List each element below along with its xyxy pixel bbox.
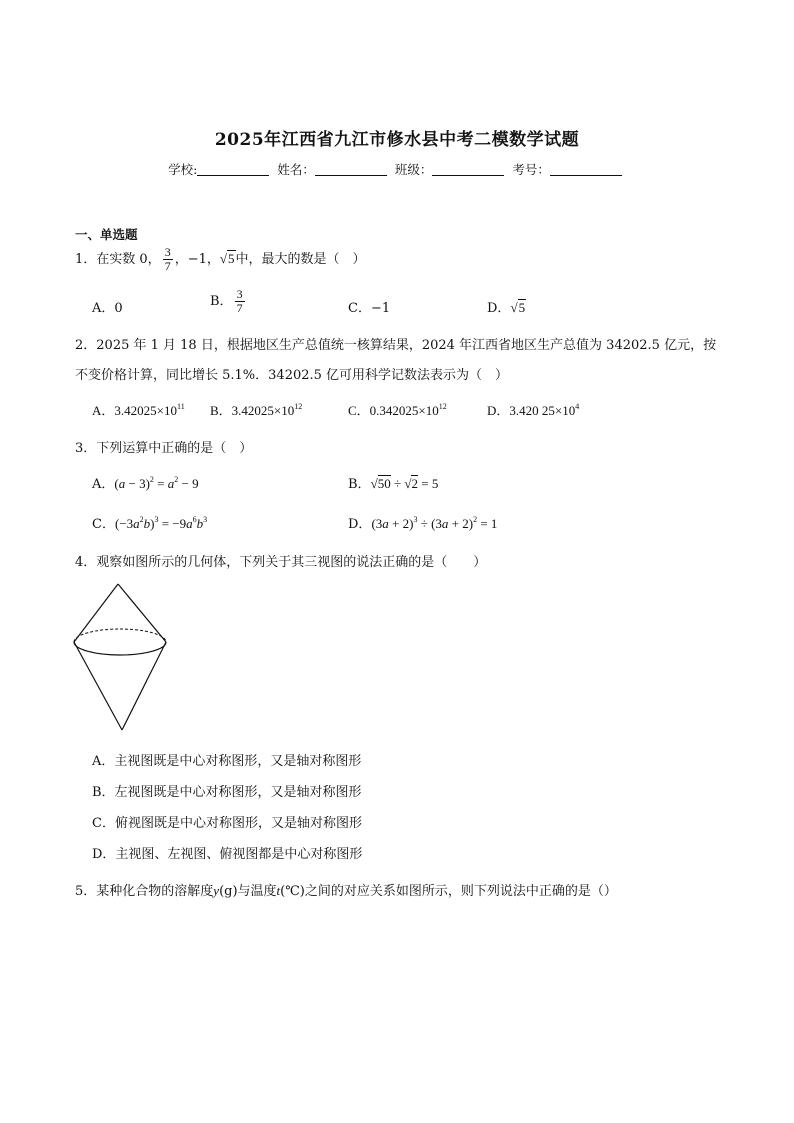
q4-option-d[interactable]: D．主视图、左视图、俯视图都是中心对称图形 [92,847,363,862]
q3-option-a[interactable]: A．$(a - 3)^2 = a^2 - 9$ [92,475,199,492]
var-y: y [213,883,220,898]
var-t: t [276,883,281,898]
class-label: 班级： [394,162,433,177]
double-cone-figure [70,582,170,732]
question-3: 3．下列运算中正确的是（ ） [75,441,253,456]
name-label: 姓名： [277,162,315,177]
student-info-line [0,160,794,178]
question-2-line-1: 2．2025 年 1 月 18 日，根据地区生产总值统一核算结果，2024 年江西省地区生产总值为 34202.5 亿元，按 [75,338,717,353]
school-label: 学校: [168,162,198,177]
class-blank[interactable] [432,163,504,176]
q3-option-c[interactable]: C．$(-3a^2b)^3 = -9a^6b^3$ [92,515,208,532]
q2-option-b[interactable]: B．$3.42025\times 10^{12}$ [210,402,303,418]
school-blank[interactable] [197,163,269,176]
q1-suffix: 中，最大的数是（ ） [235,252,366,267]
q3-option-b[interactable]: B．√50 ÷ √2 = 5 [348,476,439,492]
section-heading: 一、单选题 [75,227,138,242]
number-label: 考号： [512,162,550,177]
question-1 [75,246,366,273]
q4-option-c[interactable]: C．俯视图既是中心对称图形，又是轴对称图形 [92,816,362,831]
q1-frac-den: 7 [164,259,171,273]
q3-optB-expr: √50 ÷ √2 = 5 [370,476,439,491]
q4-option-b[interactable]: B．左视图既是中心对称图形，又是轴对称图形 [92,785,362,800]
question-4: 4．观察如图所示的几何体，下列关于其三视图的说法正确的是（ ） [75,555,487,570]
q2-option-a[interactable]: A．$3.42025\times 10^{11}$ [92,402,185,418]
page-title: 2025年江西省九江市修水县中考二模数学试题 [214,130,580,150]
q1-optb-fraction: $\frac{3}{7}$ [236,287,243,315]
q3-optC-expr: $(-3a^2b)^3 = -9a^6b^3$ [114,515,208,531]
q1-option-d[interactable]: D．√5 [487,300,526,316]
q1-option-c[interactable]: C．−1 [348,301,391,316]
number-blank[interactable] [550,163,622,176]
q1-sqrt: √5 [219,251,235,266]
q1-option-a[interactable]: A．0 [92,301,123,316]
q1-prefix: 1．在实数 0， [75,252,161,267]
q4-option-a[interactable]: A．主视图既是中心对称图形，又是轴对称图形 [92,754,362,769]
question-2-line-2: 不变价格计算，同比增长 5.1%．34202.5 亿可用科学记数法表示为（ ） [75,368,509,383]
q1-fraction [163,246,173,273]
q2-option-d[interactable]: D．3.420 $25\times 10^4$ [487,402,580,418]
q3-optD-expr: $(3a + 2)^3 \div (3a + 2)^2 = 1$ [371,515,498,531]
q3-optA-expr: $(a - 3)^2 = a^2 - 9$ [114,475,199,491]
q1-option-b[interactable]: B． $\frac{3}{7}$ [210,287,243,315]
q3-option-d[interactable]: D．$(3a + 2)^3 \div (3a + 2)^2 = 1$ [348,515,498,532]
q1-frac-num: 3 [164,245,171,259]
question-5: 5．某种化合物的溶解度y(g)与温度t(℃)之间的对应关系如图所示，则下列说法中正确的是（） [75,883,617,899]
q2-option-c[interactable]: C．$0.342025\times 10^{12}$ [348,402,447,418]
name-blank[interactable] [315,163,387,176]
q1-mid: ，−1， [174,252,220,267]
